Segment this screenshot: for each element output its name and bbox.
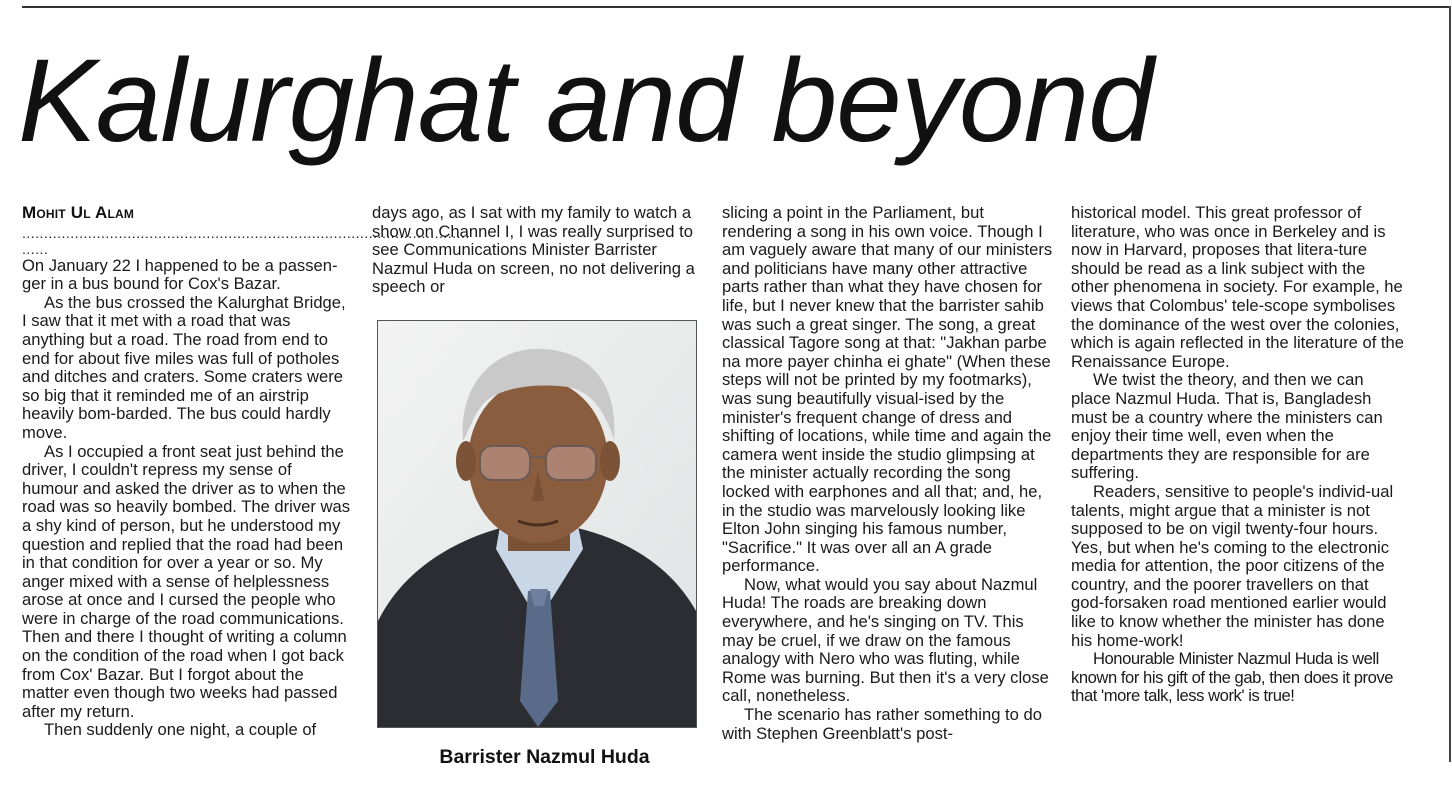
paragraph: Readers, sensitive to people's individ-ual talents, might argue that a minister is not supposed to be on vigil twenty-four hours. Yes, but when he's coming to the electronic media for attention, the poor citizens of the country, and the poorer travellers on that god-forsaken road mentioned earlier would like to know whether the minister has done his home-work! (1071, 481, 1394, 650)
column-1 (22, 203, 470, 740)
photo-caption: Barrister Nazmul Huda (439, 746, 650, 768)
paragraph: As I occupied a front seat just behind the driver, I couldn't repress my sense of humour and asked the driver as to when the road was so heavily bombed. The driver was a shy kind of person, but he understood my question and replied that the road had been in that condition for over a year or so. My anger mixed with a sense of helplessness arose at once and I cursed the people who were in charge of the road communications. Then and there I thought of writing a column on the condition of the road when I got back from Cox' Bazar. But I forgot about the matter even though two weeks had passed after my return. (22, 441, 351, 721)
paragraph: We twist the theory, and then we can place Nazmul Huda. That is, Bangladesh must be a country where the ministers can enjoy their time well, even when the departments they are responsible for are suffering. (1071, 370, 1383, 483)
paragraph: Now, what would you say about Nazmul Huda! The roads are breaking down everywhere, and he's singing on TV. This may be cruel, if we draw on the famous analogy with Nero who was fluting, while Rome was burning. But then it's a very close call, nonetheless. (722, 574, 1049, 706)
portrait-illustration (378, 321, 696, 727)
paragraph: As the bus crossed the Kalurghat Bridge, I saw that it met with a road that was anything but a road. The road from end to end for about five miles was full of potholes and ditches and craters. Some craters were so big that it reminded me of an airstrip heavily bom-barded. The bus could hardly move. (22, 292, 346, 442)
paragraph: slicing a point in the Parliament, but rendering a song in his own voice. Though I am vaguely aware that many of our ministers and politicians have many other attractive parts rather than what they have chosen for life, but I never knew that the barrister sahib was such a great singer. The song, a great classical Tagore song at that: "Jakhan parbe na more payer chinha ei ghate" (When these steps will not be printed by my footmarks), was sung beautifully visual-ised by the minister's frequent change of dress and shifting of locations, while time and again the camera went inside the studio glimpsing at the minister actually recording the song locked with earphones and all that; and, he, in the studio was marvelously looking like Elton John singing his famous number, "Sacrifice." It was over all an A grade performance. (722, 203, 1053, 576)
paragraph: Honourable Minister Nazmul Huda is well known for his gift of the gab, then does it prove that 'more talk, less work' is true! (1071, 649, 1394, 706)
column-4 (1071, 204, 1406, 706)
portrait-photo (377, 320, 697, 728)
right-rule (1449, 6, 1451, 762)
paragraph: On January 22 I happened to be a passen-ger in a bus bound for Cox's Bazar. (22, 255, 338, 294)
paragraph: historical model. This great professor of literature, who was once in Berkeley and is now in Harvard, proposes that litera-ture should be read as a link subject with the other phenomena in society. For example, he views that Colombus' tele-scope symbolises the dominance of the west over the colonies, which is again reflected in the literature of the Renaissance Europe. (1071, 203, 1404, 371)
byline: Mohit Ul Alam (22, 203, 135, 222)
paragraph: days ago, as I sat with my family to watch a show on Channel I, I was really surprised to see Communications Minister Barrister Nazmul Huda on screen, no not delivering a speech or (372, 203, 695, 297)
column-3 (722, 204, 1057, 743)
byline-separator-tail: ...... (22, 240, 49, 257)
headline: Kalurghat and beyond (18, 35, 1153, 167)
top-rule (22, 6, 1450, 8)
column-2 (372, 204, 702, 297)
byline-separator: ...................................................................................................... (22, 224, 470, 241)
paragraph: Then suddenly one night, a couple of (44, 720, 317, 740)
paragraph: The scenario has rather something to do with Stephen Greenblatt's post- (722, 705, 1042, 743)
